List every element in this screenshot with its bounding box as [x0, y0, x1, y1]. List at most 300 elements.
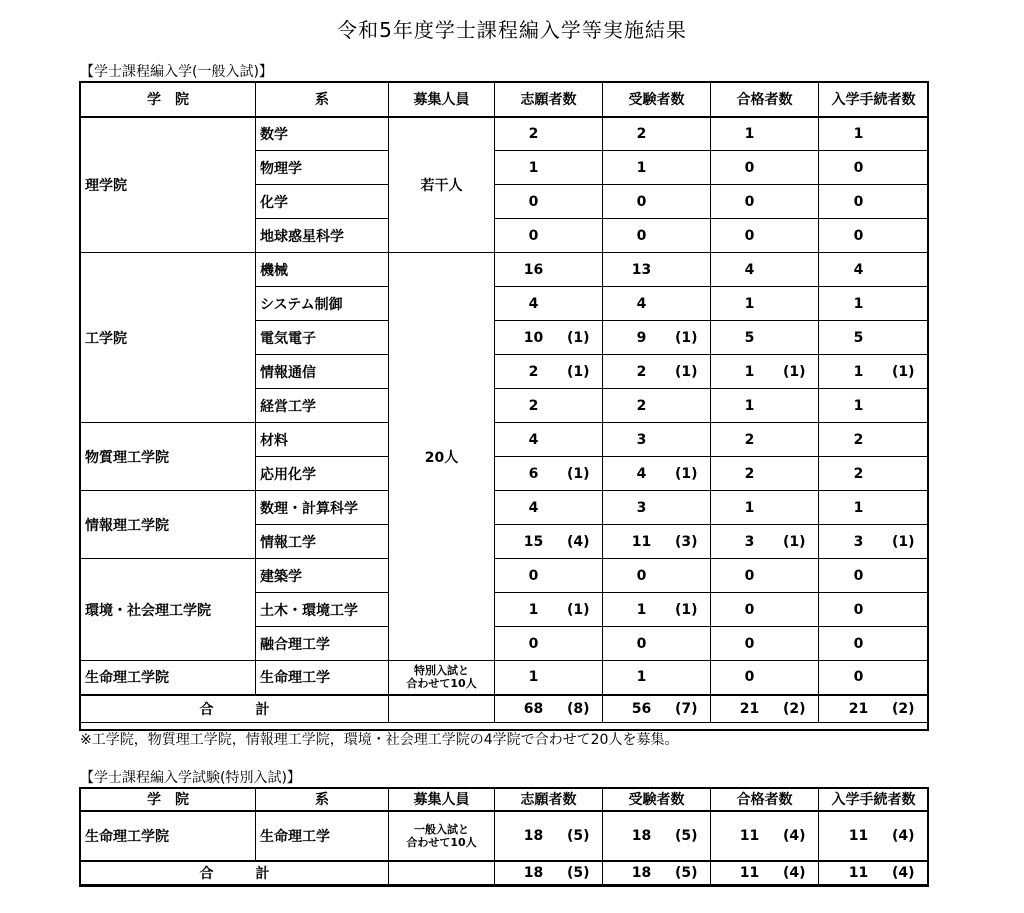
dept-cell: 融合理工学: [256, 627, 389, 661]
header-cell: 受験者数: [603, 83, 711, 117]
table-row: [81, 661, 929, 695]
value-cell: [495, 151, 603, 185]
value-pair: [607, 160, 706, 176]
value-cell: [819, 811, 929, 861]
value-pair: [607, 701, 706, 717]
value-pair: [499, 466, 598, 482]
header-cell: 系: [256, 83, 389, 117]
count-value: 0: [853, 601, 864, 618]
total-value-cell: [819, 861, 929, 885]
value-cell: [819, 219, 929, 253]
value-pair: [823, 500, 924, 516]
value-pair: [499, 160, 598, 176]
school-cell: 生命理工学院: [81, 661, 256, 695]
female-count: (5): [566, 864, 590, 881]
value-cell: [711, 355, 819, 389]
dept-cell: 建築学: [256, 559, 389, 593]
count-value: 18: [523, 827, 544, 844]
value-pair: [499, 701, 598, 717]
value-pair: [607, 568, 706, 584]
count-value: 4: [528, 295, 539, 312]
dept-cell: 電気電子: [256, 321, 389, 355]
count-value: 2: [528, 125, 539, 142]
total-recruit-empty: [389, 695, 495, 723]
header-cell: 系: [256, 789, 389, 811]
value-pair: [715, 828, 814, 844]
value-pair: [823, 228, 924, 244]
value-cell: [495, 491, 603, 525]
value-cell: [603, 559, 711, 593]
value-pair: [715, 228, 814, 244]
school-cell: 環境・社会理工学院: [81, 559, 256, 661]
female-count: (4): [891, 827, 915, 844]
value-cell: [603, 219, 711, 253]
female-count: (7): [674, 700, 698, 717]
value-pair: [715, 398, 814, 414]
header-cell: 受験者数: [603, 789, 711, 811]
value-cell: [603, 661, 711, 695]
count-value: 11: [631, 533, 652, 550]
recruit-cell-shared: 20人: [389, 253, 495, 661]
header-cell: 学 院: [81, 789, 256, 811]
value-cell: [711, 525, 819, 559]
recruit-line: 合わせて10人: [406, 677, 477, 691]
female-count: (1): [566, 363, 590, 380]
count-value: 0: [528, 227, 539, 244]
recruit-line: 合わせて10人: [406, 835, 477, 849]
recruit-cell: 若干人: [389, 117, 495, 253]
value-pair: [715, 466, 814, 482]
dept-cell: 情報工学: [256, 525, 389, 559]
value-cell: [495, 457, 603, 491]
value-cell: [711, 491, 819, 525]
female-count: (1): [674, 601, 698, 618]
value-pair: [607, 194, 706, 210]
table-row: [81, 117, 929, 151]
value-cell: [819, 593, 929, 627]
value-pair: [499, 636, 598, 652]
female-count: (5): [674, 864, 698, 881]
value-cell: [603, 321, 711, 355]
count-value: 1: [744, 295, 755, 312]
dept-cell: 化学: [256, 185, 389, 219]
value-cell: [819, 185, 929, 219]
value-cell: [711, 151, 819, 185]
general-results-table: [80, 82, 929, 723]
count-value: 11: [739, 864, 760, 881]
header-cell: 合格者数: [711, 789, 819, 811]
count-value: 0: [853, 193, 864, 210]
value-pair: [499, 865, 598, 881]
value-pair: [607, 602, 706, 618]
value-pair: [715, 636, 814, 652]
value-pair: [823, 466, 924, 482]
general-section-label: 【学士課程編入学(一般入試)】: [80, 64, 273, 80]
female-count: (1): [674, 329, 698, 346]
value-pair: [715, 701, 814, 717]
count-value: 0: [528, 635, 539, 652]
value-cell: [495, 525, 603, 559]
value-cell: [819, 117, 929, 151]
count-value: 1: [636, 669, 647, 686]
count-value: 4: [528, 499, 539, 516]
value-pair: [499, 602, 598, 618]
recruit-line: 一般入試と: [414, 822, 469, 836]
value-cell: [711, 593, 819, 627]
count-value: 0: [744, 601, 755, 618]
total-row: [81, 695, 929, 723]
value-pair: [823, 568, 924, 584]
count-value: 1: [744, 125, 755, 142]
dept-cell: 生命理工学: [256, 811, 389, 861]
count-value: 9: [636, 329, 647, 346]
count-value: 2: [528, 363, 539, 380]
school-cell: 生命理工学院: [81, 811, 256, 861]
header-row: [81, 83, 929, 117]
count-value: 2: [853, 431, 864, 448]
count-value: 2: [636, 125, 647, 142]
value-cell: [819, 661, 929, 695]
value-pair: [607, 398, 706, 414]
count-value: 2: [528, 397, 539, 414]
total-value-cell: [603, 861, 711, 885]
value-cell: [603, 525, 711, 559]
value-cell: [819, 457, 929, 491]
value-pair: [607, 330, 706, 346]
table-row: [81, 811, 929, 861]
total-value-cell: [495, 861, 603, 885]
value-cell: [603, 627, 711, 661]
value-cell: [819, 355, 929, 389]
value-pair: [823, 636, 924, 652]
count-value: 0: [853, 159, 864, 176]
female-count: (1): [782, 533, 806, 550]
female-count: (1): [782, 363, 806, 380]
count-value: 0: [853, 635, 864, 652]
count-value: 11: [848, 864, 869, 881]
count-value: 21: [848, 700, 869, 717]
count-value: 16: [523, 261, 544, 278]
count-value: 0: [528, 193, 539, 210]
value-pair: [823, 865, 924, 881]
value-pair: [823, 669, 924, 685]
count-value: 0: [744, 227, 755, 244]
female-count: (1): [566, 465, 590, 482]
value-pair: [499, 126, 598, 142]
value-cell: [819, 287, 929, 321]
page-title: 令和5年度学士課程編入学等実施結果: [337, 18, 687, 42]
value-pair: [823, 534, 924, 550]
value-pair: [823, 262, 924, 278]
value-cell: [819, 253, 929, 287]
value-cell: [711, 811, 819, 861]
value-cell: [603, 457, 711, 491]
special-results-table: [80, 788, 929, 885]
total-label: 合 計: [81, 861, 389, 885]
dept-cell: 地球惑星科学: [256, 219, 389, 253]
table-row: [81, 423, 929, 457]
value-cell: [603, 185, 711, 219]
value-pair: [607, 466, 706, 482]
count-value: 5: [744, 329, 755, 346]
count-value: 18: [631, 864, 652, 881]
count-value: 0: [636, 193, 647, 210]
school-cell: 物質理工学院: [81, 423, 256, 491]
value-cell: [495, 389, 603, 423]
female-count: (4): [891, 864, 915, 881]
value-pair: [823, 432, 924, 448]
value-pair: [715, 432, 814, 448]
count-value: 2: [636, 363, 647, 380]
count-value: 1: [744, 499, 755, 516]
value-pair: [499, 262, 598, 278]
count-value: 2: [853, 465, 864, 482]
value-cell: [819, 151, 929, 185]
value-pair: [499, 398, 598, 414]
dept-cell: 応用化学: [256, 457, 389, 491]
value-cell: [495, 627, 603, 661]
count-value: 4: [636, 295, 647, 312]
value-pair: [607, 364, 706, 380]
count-value: 1: [528, 159, 539, 176]
count-value: 1: [636, 601, 647, 618]
value-cell: [819, 491, 929, 525]
value-cell: [603, 811, 711, 861]
value-cell: [711, 185, 819, 219]
header-cell: 合格者数: [711, 83, 819, 117]
value-pair: [715, 194, 814, 210]
recruit-cell-life: [389, 661, 495, 695]
count-value: 1: [528, 601, 539, 618]
value-cell: [711, 117, 819, 151]
value-pair: [823, 602, 924, 618]
value-pair: [607, 534, 706, 550]
count-value: 0: [744, 193, 755, 210]
value-pair: [715, 296, 814, 312]
value-pair: [607, 228, 706, 244]
table-row: [81, 559, 929, 593]
value-cell: [711, 457, 819, 491]
value-cell: [603, 423, 711, 457]
female-count: (1): [674, 465, 698, 482]
count-value: 0: [744, 567, 755, 584]
value-cell: [495, 185, 603, 219]
count-value: 3: [636, 431, 647, 448]
value-cell: [495, 253, 603, 287]
header-cell: 入学手続者数: [819, 83, 929, 117]
dept-cell: 土木・環境工学: [256, 593, 389, 627]
value-cell: [711, 627, 819, 661]
count-value: 1: [853, 295, 864, 312]
value-pair: [715, 534, 814, 550]
value-cell: [495, 355, 603, 389]
value-cell: [711, 219, 819, 253]
value-cell: [603, 355, 711, 389]
count-value: 18: [631, 827, 652, 844]
value-cell: [711, 321, 819, 355]
count-value: 68: [523, 700, 544, 717]
count-value: 0: [853, 669, 864, 686]
count-value: 56: [631, 700, 652, 717]
value-pair: [715, 602, 814, 618]
value-cell: [603, 593, 711, 627]
dept-cell: 物理学: [256, 151, 389, 185]
count-value: 0: [528, 567, 539, 584]
value-cell: [495, 423, 603, 457]
value-pair: [499, 828, 598, 844]
value-pair: [823, 398, 924, 414]
footnote: ※工学院，物質理工学院，情報理工学院，環境・社会理工学院の4学院で合わせて20人を募集。: [80, 732, 679, 748]
female-count: (1): [566, 329, 590, 346]
value-pair: [823, 160, 924, 176]
female-count: (3): [674, 533, 698, 550]
female-count: (1): [674, 363, 698, 380]
value-cell: [819, 627, 929, 661]
header-row: [81, 789, 929, 811]
female-count: (1): [566, 601, 590, 618]
value-cell: [711, 389, 819, 423]
total-value-cell: [495, 695, 603, 723]
count-value: 13: [631, 261, 652, 278]
value-cell: [495, 593, 603, 627]
count-value: 0: [744, 669, 755, 686]
value-pair: [499, 669, 598, 685]
value-pair: [715, 865, 814, 881]
female-count: (4): [782, 864, 806, 881]
header-cell: 学 院: [81, 83, 256, 117]
table-row: [81, 253, 929, 287]
value-cell: [603, 491, 711, 525]
value-pair: [499, 194, 598, 210]
value-cell: [495, 117, 603, 151]
count-value: 6: [528, 465, 539, 482]
count-value: 0: [744, 159, 755, 176]
value-cell: [711, 253, 819, 287]
special-section-label: 【学士課程編入学試験(特別入試)】: [80, 770, 301, 786]
value-cell: [495, 559, 603, 593]
value-cell: [603, 287, 711, 321]
value-cell: [711, 287, 819, 321]
value-pair: [499, 228, 598, 244]
value-cell: [603, 117, 711, 151]
count-value: 2: [744, 465, 755, 482]
header-cell: 志願者数: [495, 83, 603, 117]
value-cell: [819, 389, 929, 423]
value-cell: [603, 389, 711, 423]
value-pair: [715, 669, 814, 685]
header-cell: 入学手続者数: [819, 789, 929, 811]
female-count: (8): [566, 700, 590, 717]
value-pair: [607, 432, 706, 448]
female-count: (4): [566, 533, 590, 550]
dept-cell: 数学: [256, 117, 389, 151]
value-cell: [495, 661, 603, 695]
count-value: 4: [636, 465, 647, 482]
value-cell: [711, 423, 819, 457]
dept-cell: システム制御: [256, 287, 389, 321]
female-count: (1): [891, 363, 915, 380]
value-cell: [819, 559, 929, 593]
value-pair: [499, 330, 598, 346]
value-cell: [819, 423, 929, 457]
total-row: [81, 861, 929, 885]
value-cell: [711, 661, 819, 695]
count-value: 0: [853, 567, 864, 584]
value-pair: [607, 636, 706, 652]
school-cell: 情報理工学院: [81, 491, 256, 559]
count-value: 0: [744, 635, 755, 652]
value-pair: [607, 669, 706, 685]
count-value: 4: [853, 261, 864, 278]
value-cell: [603, 253, 711, 287]
count-value: 18: [523, 864, 544, 881]
count-value: 1: [528, 669, 539, 686]
value-cell: [495, 287, 603, 321]
value-pair: [715, 262, 814, 278]
count-value: 3: [744, 533, 755, 550]
table-row: [81, 491, 929, 525]
count-value: 0: [853, 227, 864, 244]
school-cell: 工学院: [81, 253, 256, 423]
value-pair: [499, 296, 598, 312]
count-value: 1: [853, 397, 864, 414]
recruit-cell: [389, 811, 495, 861]
value-pair: [823, 126, 924, 142]
female-count: (4): [782, 827, 806, 844]
total-value-cell: [819, 695, 929, 723]
count-value: 3: [853, 533, 864, 550]
count-value: 1: [744, 363, 755, 380]
value-pair: [607, 126, 706, 142]
count-value: 1: [744, 397, 755, 414]
value-pair: [823, 330, 924, 346]
value-pair: [823, 828, 924, 844]
value-pair: [607, 296, 706, 312]
dept-cell: 情報通信: [256, 355, 389, 389]
total-recruit-empty: [389, 861, 495, 885]
value-cell: [495, 811, 603, 861]
dept-cell: 生命理工学: [256, 661, 389, 695]
value-pair: [715, 568, 814, 584]
header-cell: 志願者数: [495, 789, 603, 811]
count-value: 11: [848, 827, 869, 844]
value-pair: [823, 296, 924, 312]
total-value-cell: [711, 861, 819, 885]
value-pair: [499, 500, 598, 516]
count-value: 3: [636, 499, 647, 516]
total-value-cell: [603, 695, 711, 723]
value-pair: [499, 568, 598, 584]
female-count: (5): [674, 827, 698, 844]
female-count: (2): [782, 700, 806, 717]
count-value: 15: [523, 533, 544, 550]
female-count: (1): [891, 533, 915, 550]
value-cell: [819, 321, 929, 355]
value-pair: [607, 500, 706, 516]
count-value: 4: [528, 431, 539, 448]
count-value: 1: [853, 125, 864, 142]
dept-cell: 材料: [256, 423, 389, 457]
value-pair: [715, 330, 814, 346]
count-value: 2: [744, 431, 755, 448]
value-cell: [603, 151, 711, 185]
value-pair: [499, 534, 598, 550]
value-cell: [495, 321, 603, 355]
value-pair: [715, 364, 814, 380]
count-value: 0: [636, 567, 647, 584]
dept-cell: 機械: [256, 253, 389, 287]
header-cell: 募集人員: [389, 789, 495, 811]
